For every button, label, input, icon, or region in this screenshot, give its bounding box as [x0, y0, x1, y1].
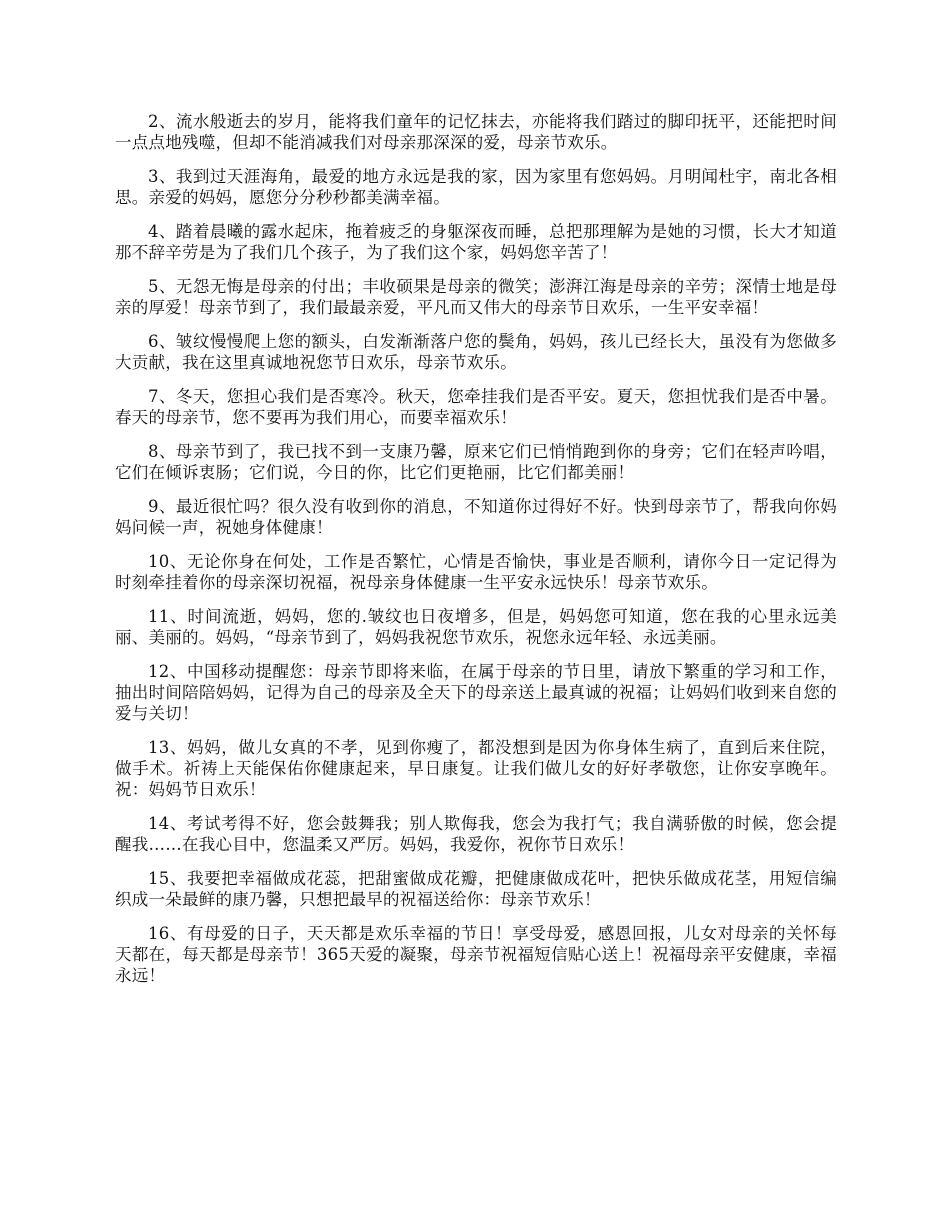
paragraph-3: 3、我到过天涯海角，最爱的地方永远是我的家，因为家里有您妈妈。月明闻杜宇，南北各相思。亲爱的妈妈，愿您分分秒秒都美满幸福。 [115, 167, 837, 207]
paragraph-9: 9、最近很忙吗？很久没有收到你的消息，不知道你过得好不好。快到母亲节了，帮我向你妈妈问候一声，祝她身体健康！ [115, 497, 837, 537]
paragraph-4: 4、踏着晨曦的露水起床，拖着疲乏的身躯深夜而睡，总把那理解为是她的习惯，长大才知道那不辞辛劳是为了我们几个孩子，为了我们这个家，妈妈您辛苦了！ [115, 222, 837, 262]
paragraph-10: 10、无论你身在何处，工作是否繁忙，心情是否愉快，事业是否顺利，请你今日一定记得为时刻牵挂着你的母亲深切祝福，祝母亲身体健康一生平安永远快乐！母亲节欢乐。 [115, 552, 837, 592]
paragraph-2: 2、流水般逝去的岁月，能将我们童年的记忆抹去，亦能将我们踏过的脚印抚平，还能把时间一点点地残噬，但却不能消减我们对母亲那深深的爱，母亲节欢乐。 [115, 112, 837, 152]
paragraph-11: 11、时间流逝，妈妈，您的.皱纹也日夜增多，但是，妈妈您可知道，您在我的心里永远美丽、美丽的。妈妈，“母亲节到了，妈妈我祝您节欢乐，祝您永远年轻、永远美丽。 [115, 607, 837, 647]
paragraph-5: 5、无怨无悔是母亲的付出；丰收硕果是母亲的微笑；澎湃江海是母亲的辛劳；深情士地是母亲的厚爱！母亲节到了，我们最最亲爱，平凡而又伟大的母亲节日欢乐，一生平安幸福！ [115, 277, 837, 317]
paragraph-7: 7、冬天，您担心我们是否寒冷。秋天，您牵挂我们是否平安。夏天，您担忧我们是否中暑。春天的母亲节，您不要再为我们用心，而要幸福欢乐！ [115, 387, 837, 427]
paragraph-16: 16、有母爱的日子，天天都是欢乐幸福的节日！享受母爱，感恩回报，儿女对母亲的关怀每天都在，每天都是母亲节！365天爱的凝聚，母亲节祝福短信贴心送上！祝福母亲平安健康，幸福永远！ [115, 924, 837, 985]
paragraph-15: 15、我要把幸福做成花蕊，把甜蜜做成花瓣，把健康做成花叶，把快乐做成花茎，用短信编织成一朵最鲜的康乃馨，只想把最早的祝福送给你：母亲节欢乐！ [115, 869, 837, 909]
document-body [115, 111, 837, 999]
paragraph-8: 8、母亲节到了，我已找不到一支康乃馨，原来它们已悄悄跑到你的身旁；它们在轻声吟唱，它们在倾诉衷肠；它们说，今日的你，比它们更艳丽，比它们都美丽！ [115, 442, 837, 482]
paragraph-13: 13、妈妈，做儿女真的不孝，见到你瘦了，都没想到是因为你身体生病了，直到后来住院，做手术。祈祷上天能保佑你健康起来，早日康复。让我们做儿女的好好孝敬您，让你安享晚年。祝：妈妈节日欢乐！ [115, 738, 837, 799]
paragraph-14: 14、考试考得不好，您会鼓舞我；别人欺侮我，您会为我打气；我自满骄傲的时候，您会提醒我……在我心目中，您温柔又严厉。妈妈，我爱你，祝你节日欢乐！ [115, 814, 837, 854]
paragraph-6: 6、皱纹慢慢爬上您的额头，白发渐渐落户您的鬓角，妈妈，孩儿已经长大，虽没有为您做多大贡献，我在这里真诚地祝您节日欢乐，母亲节欢乐。 [115, 332, 837, 372]
paragraph-12: 12、中国移动提醒您：母亲节即将来临，在属于母亲的节日里，请放下繁重的学习和工作，抽出时间陪陪妈妈，记得为自己的母亲及全天下的母亲送上最真诚的祝福；让妈妈们收到来自您的爱与关切！ [115, 662, 837, 723]
